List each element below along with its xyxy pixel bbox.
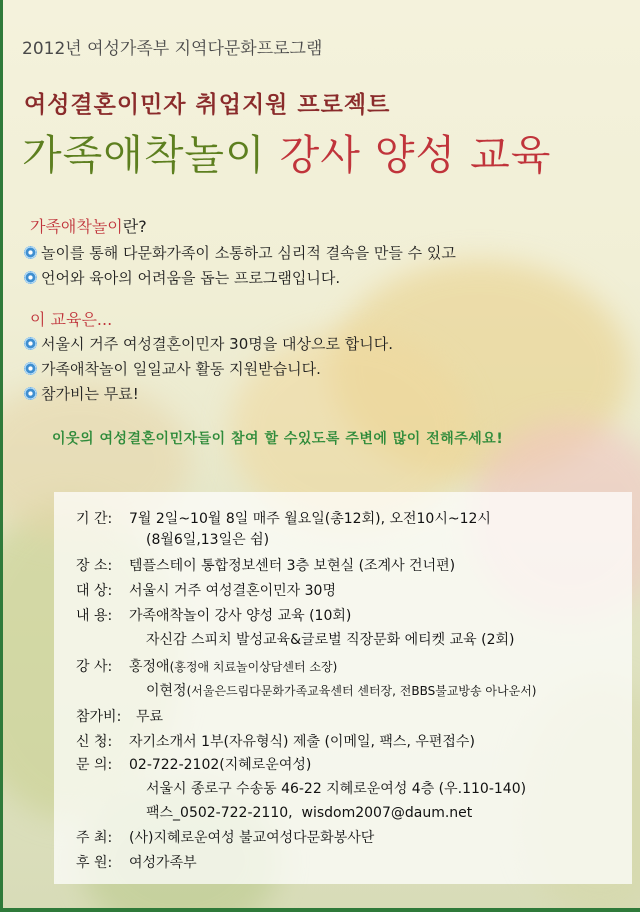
instructor-name: 홍정애 — [129, 659, 170, 675]
detail-value: 자신감 스피치 발성교육&글로벌 직장문화 에티켓 교육 (2회) — [146, 632, 515, 648]
intro-question-rest: 란? — [122, 217, 147, 236]
gear-bullet-icon — [24, 271, 37, 284]
detail-label: 주 최: — [76, 830, 113, 846]
gear-bullet-icon — [24, 246, 37, 259]
intro-question-keyword: 가족애착놀이 — [30, 217, 123, 236]
detail-value: 템플스테이 통합정보센터 3층 보현실 (조계사 건너편) — [129, 558, 456, 574]
education-bullet-text: 참가비는 무료! — [41, 385, 139, 403]
gear-bullet-icon — [24, 337, 37, 350]
instructor-note: (홍정애 치료놀이상담센터 소장) — [169, 660, 338, 674]
subtitle: 여성결혼이민자 취업지원 프로젝트 — [24, 92, 391, 118]
detail-label: 문 의: — [76, 757, 113, 773]
detail-value — [146, 802, 472, 822]
detail-label: 강 사: — [76, 659, 113, 675]
detail-value — [129, 656, 337, 676]
detail-value: 가족애착놀이 강사 양성 교육 (10회) — [129, 608, 352, 624]
detail-value: (사)지혜로운여성 불교여성다문화봉사단 — [129, 830, 375, 846]
detail-label: 내 용: — [76, 608, 113, 624]
detail-label: 장 소: — [76, 558, 113, 574]
detail-value: (8월6일,13일은 쉼) — [146, 532, 270, 548]
education-bullet-text: 가족애착놀이 일일교사 활동 지원받습니다. — [41, 360, 321, 378]
detail-value: 서울시 종로구 수송동 46-22 지혜로운여성 4층 (우.110-140) — [146, 781, 527, 797]
detail-value: 여성가족부 — [129, 855, 197, 871]
education-heading: 이 교육은... — [30, 310, 113, 329]
detail-value: 02-722-2102(지혜로운여성) — [129, 757, 312, 773]
notice-text: 이웃의 여성결혼이민자들이 참여 할 수있도록 주변에 많이 전해주세요! — [52, 431, 504, 447]
title-red: 강사 양성 교육 — [279, 131, 552, 179]
detail-value: 서울시 거주 여성결혼이민자 30명 — [129, 583, 336, 599]
page-title — [22, 122, 551, 181]
bottom-border — [0, 908, 640, 912]
gear-bullet-icon — [24, 362, 37, 375]
detail-label: 대 상: — [76, 583, 113, 599]
title-green: 가족애착놀이 — [22, 131, 266, 179]
intro-bullet — [24, 242, 456, 263]
education-bullet — [24, 358, 321, 379]
instructor-note: (서울은드림다문화가족교육센터 센터장, 전BBS불교방송 아나운서) — [186, 684, 537, 698]
left-border — [0, 0, 3, 912]
instructor-name: 이현정 — [146, 683, 187, 699]
fax-number: 팩스_0502-722-2110, — [146, 805, 293, 821]
education-bullet-text: 서울시 거주 여성결혼이민자 30명을 대상으로 합니다. — [41, 335, 393, 353]
detail-value: 자기소개서 1부(자유형식) 제출 (이메일, 팩스, 우편접수) — [129, 734, 475, 750]
program-line: 2012년 여성가족부 지역다문화프로그램 — [22, 39, 323, 59]
detail-value — [146, 680, 536, 700]
detail-label: 기 간: — [76, 511, 113, 527]
gear-bullet-icon — [24, 387, 37, 400]
education-bullet — [24, 333, 393, 354]
intro-bullet — [24, 267, 340, 288]
detail-label: 참가비: — [76, 709, 122, 725]
email-address: wisdom2007@daum.net — [301, 805, 473, 821]
intro-bullet-text: 놀이를 통해 다문화가족이 소통하고 심리적 결속을 만들 수 있고 — [41, 244, 456, 262]
detail-label: 신 청: — [76, 734, 113, 750]
detail-value: 7월 2일~10월 8일 매주 월요일(총12회), 오전10시~12시 — [129, 511, 491, 527]
detail-label: 후 원: — [76, 855, 113, 871]
education-bullet — [24, 383, 139, 404]
detail-value: 무료 — [136, 709, 164, 725]
intro-question — [30, 214, 147, 237]
intro-bullet-text: 언어와 육아의 어려움을 돕는 프로그램입니다. — [41, 269, 341, 287]
